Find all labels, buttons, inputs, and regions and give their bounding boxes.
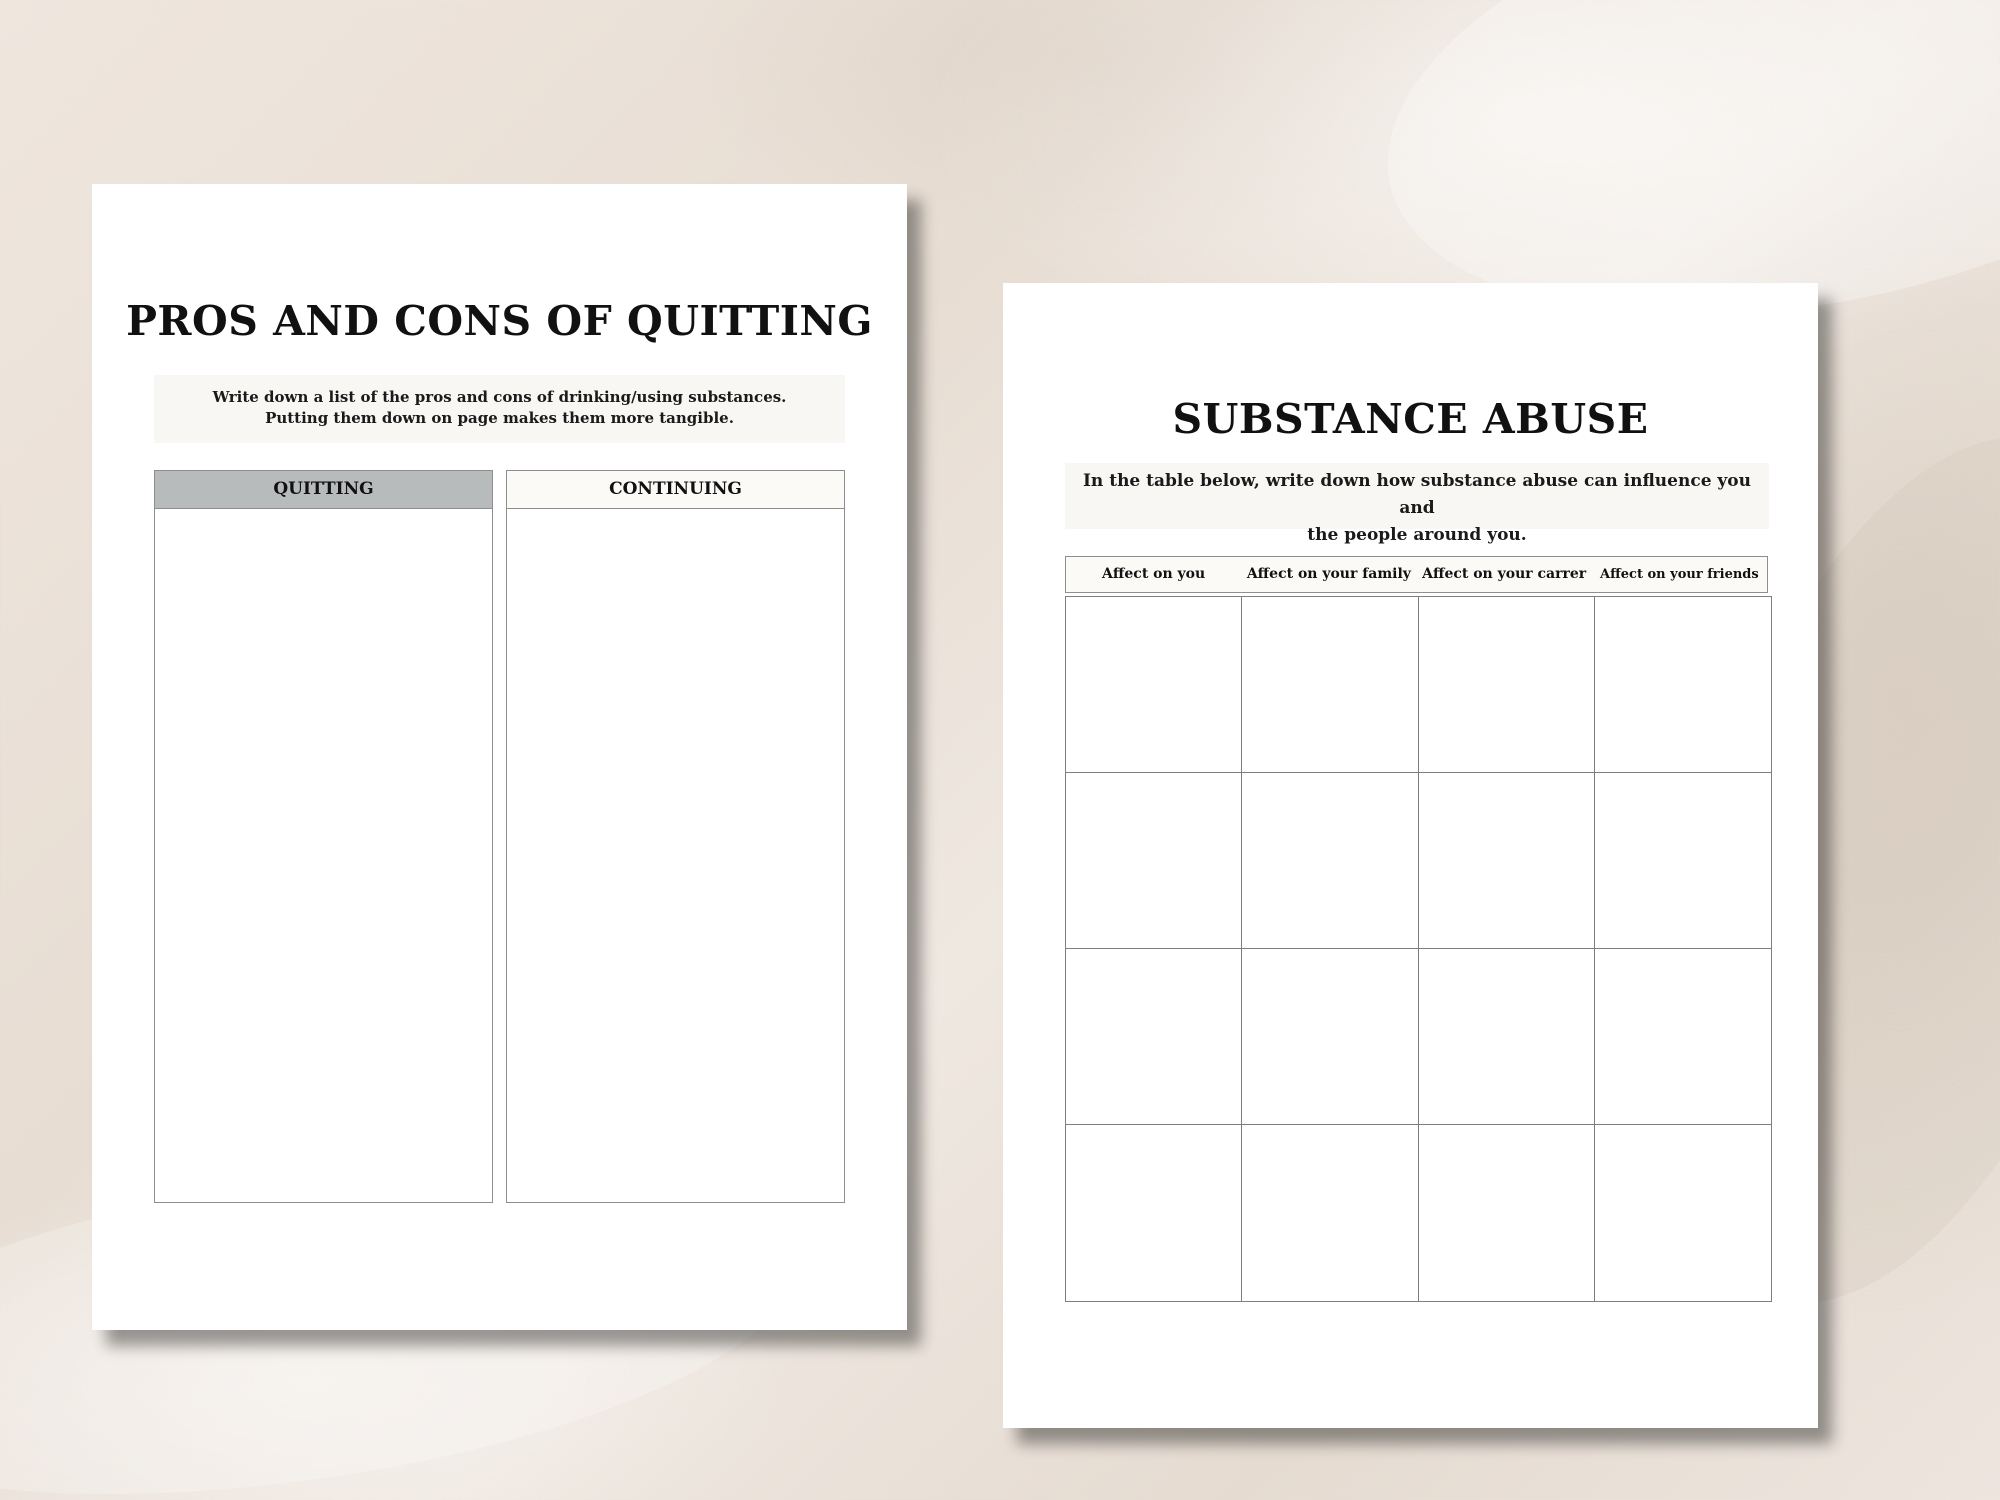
grid-cell	[1595, 1125, 1771, 1301]
header-affect-on-friends: Affect on your friends	[1600, 567, 1759, 582]
grid-cell	[1066, 773, 1242, 949]
table-header-row	[1065, 556, 1768, 593]
grid-cell	[1242, 949, 1418, 1125]
quitting-column-header: QUITTING	[155, 471, 492, 509]
grid-cell	[1595, 773, 1771, 949]
header-affect-on-carrer: Affect on your carrer	[1422, 566, 1587, 582]
header-affect-on-you: Affect on you	[1102, 566, 1206, 582]
grid-cell	[1595, 597, 1771, 773]
affect-grid	[1065, 596, 1772, 1302]
continuing-column	[506, 470, 845, 1203]
quitting-column	[154, 470, 493, 1203]
grid-cell	[1419, 773, 1595, 949]
grid-cell	[1066, 1125, 1242, 1301]
instruction-line: Putting them down on page makes them more tangible.	[265, 409, 734, 427]
grid-cell	[1066, 597, 1242, 773]
page-title: SUBSTANCE ABUSE	[1172, 395, 1649, 443]
substance-abuse-worksheet-page	[1003, 283, 1818, 1428]
grid-cell	[1242, 1125, 1418, 1301]
page-title: PROS AND CONS OF QUITTING	[126, 297, 873, 345]
instruction-line: In the table below, write down how substance abuse can influence you and	[1082, 471, 1752, 518]
instruction-line: Write down a list of the pros and cons of drinking/using substances.	[212, 388, 787, 406]
grid-cell	[1419, 597, 1595, 773]
grid-cell	[1242, 597, 1418, 773]
pros-cons-worksheet-page	[92, 184, 907, 1330]
header-affect-on-family: Affect on your family	[1246, 566, 1411, 582]
continuing-column-header: CONTINUING	[507, 471, 844, 509]
instruction-box	[154, 375, 845, 443]
instruction-box	[1065, 463, 1769, 545]
grid-cell	[1242, 773, 1418, 949]
grid-cell	[1066, 949, 1242, 1125]
grid-cell	[1595, 949, 1771, 1125]
instruction-line: the people around you.	[1307, 525, 1527, 545]
grid-cell	[1419, 949, 1595, 1125]
grid-cell	[1419, 1125, 1595, 1301]
